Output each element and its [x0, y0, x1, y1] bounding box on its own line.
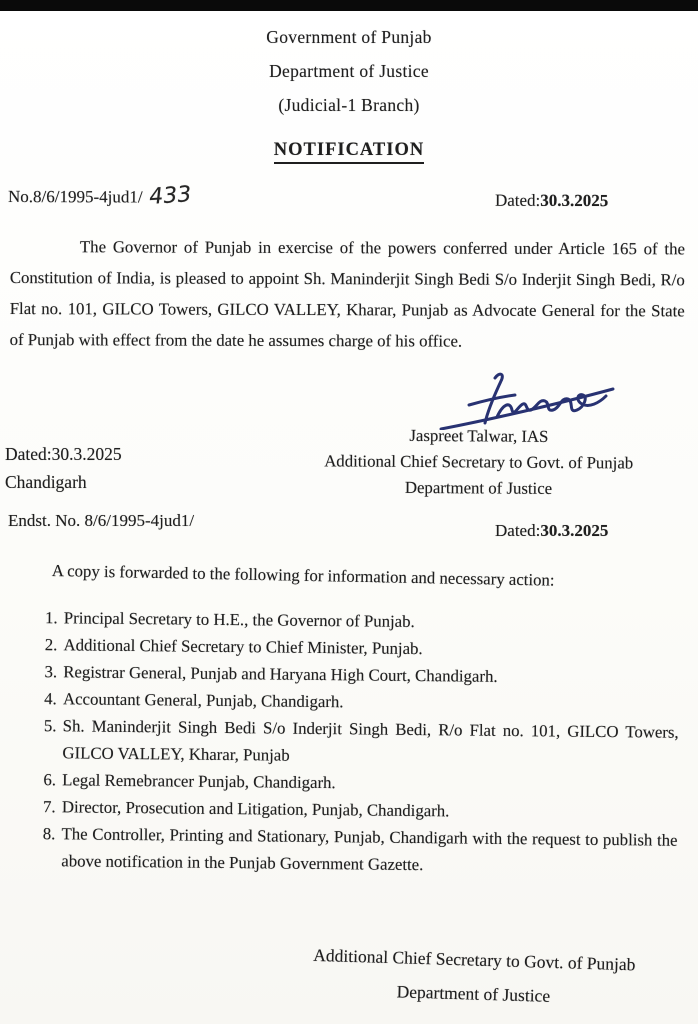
notification-date: Dated:30.3.2025 — [494, 190, 609, 211]
footer-signatory-block — [250, 936, 698, 1017]
scan-top-edge — [0, 0, 698, 11]
notification-body: The Governor of Punjab in exercise of the powers conferred under Article 165 of the Constitution of India, is pleased to appoint Sh. Maninderjit Singh Bedi S/o Inderjit Singh Bedi, R/o Flat no. 101, GILCO Towers, GILCO VALLEY, Kharar, Punjab as Advocate General for the State of Punjab with effect from the date he assumes charge of his office. — [9, 237, 685, 351]
notification-title: NOTIFICATION — [0, 140, 698, 164]
endorsement-row — [8, 511, 690, 540]
issue-date: Dated:30.3.2025 — [5, 444, 122, 464]
distribution-list-item: 1. Principal Secretary to H.E., the Governor of Punjab. — [62, 604, 680, 637]
document-header — [0, 20, 698, 122]
distribution-list — [31, 604, 680, 881]
distribution-list-item: 3. Registrar General, Punjab and Haryana High Court, Chandigarh. — [61, 658, 679, 691]
footer-signatory-department: Department of Justice — [396, 981, 551, 1006]
signatory-title: Additional Chief Secretary to Govt. of Punjab — [324, 451, 634, 473]
footer-signatory-title: Additional Chief Secretary to Govt. of Punjab — [313, 944, 636, 975]
reference-number: No.8/6/1995-4jud1/ — [7, 187, 143, 207]
issue-place: Chandigarh — [5, 472, 87, 492]
reference-row — [8, 183, 690, 210]
distribution-list-item: 2. Additional Chief Secretary to Chief Minister, Punjab. — [61, 631, 679, 664]
handwritten-signature-icon — [433, 370, 623, 430]
distribution-list-item: 6. Legal Remebrancer Punjab, Chandigarh. — [60, 766, 678, 799]
distribution-list-item: 8. The Controller, Printing and Stationary, Punjab, Chandigarh with the request to publish the above notification in the Punjab Government Gazette. — [59, 820, 678, 880]
header-department: Department of Justice — [269, 61, 429, 81]
distribution-list-item: 5. Sh. Maninderjit Singh Bedi S/o Inderjit Singh Bedi, R/o Flat no. 101, GILCO Towers, GILCO VALLEY, Kharar, Punjab — [60, 712, 679, 772]
forwarding-statement: A copy is forwarded to the following for information and necessary action: — [51, 561, 555, 590]
signatory-block — [277, 422, 680, 503]
place-and-date — [5, 440, 122, 496]
distribution-list-item: 4. Accountant General, Punjab, Chandigarh. — [61, 685, 679, 718]
header-government: Government of Punjab — [266, 27, 432, 47]
endorsement-date: Dated:30.3.2025 — [495, 521, 609, 540]
signatory-department: Department of Justice — [404, 477, 553, 498]
endorsement-number: Endst. No. 8/6/1995-4jud1/ — [8, 511, 195, 530]
handwritten-dispatch-number: 433 — [147, 182, 192, 211]
header-branch: (Judicial-1 Branch) — [278, 95, 420, 115]
signatory-name: Jaspreet Talwar, IAS — [409, 425, 549, 446]
distribution-list-item: 7. Director, Prosecution and Litigation, Punjab, Chandigarh. — [60, 793, 678, 826]
